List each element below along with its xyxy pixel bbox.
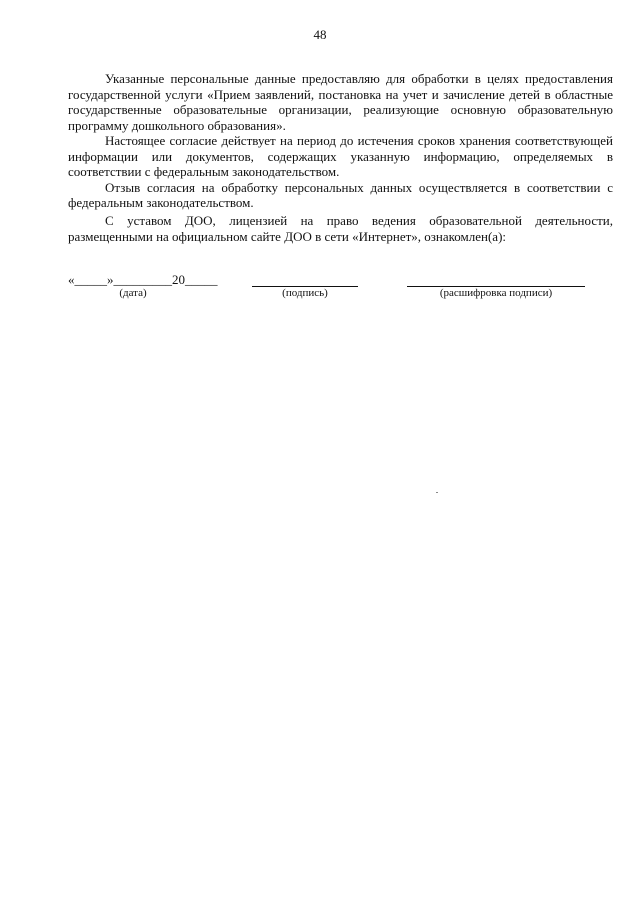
scan-speck — [436, 492, 438, 493]
paragraph-revocation: Отзыв согласия на обработку персональных данных осуществляется в соответствии с федеральным законодательством. — [68, 179, 613, 210]
page-number: 48 — [313, 27, 327, 42]
paragraph-purpose: Указанные персональные данные предоставляю для обработки в целях предоставления государственной услуги «Прием заявлений, постановка на учет и зачисление детей в областные государственные образовательные организации, реализующие основную образовательную программу дошкольного образования». — [68, 71, 613, 133]
signature-caption: (подпись) — [282, 287, 328, 299]
date-caption: (дата) — [119, 287, 147, 299]
acknowledgment-text — [68, 213, 613, 244]
date-field: «_____»_________20_____ — [68, 272, 218, 287]
consent-text — [68, 71, 613, 211]
paragraph-acknowledgment: С уставом ДОО, лицензией на право ведения образовательной деятельности, размещенными на официальном сайте ДОО в сети «Интернет», ознакомлен(а): — [68, 213, 613, 244]
decoding-caption: (расшифровка подписи) — [439, 287, 553, 299]
signature-block — [0, 272, 640, 312]
paragraph-validity: Настоящее согласие действует на период до истечения сроков хранения соответствующей информации или документов, содержащих указанную информацию, определяемых в соответствии с федеральным законодательством. — [68, 133, 613, 179]
